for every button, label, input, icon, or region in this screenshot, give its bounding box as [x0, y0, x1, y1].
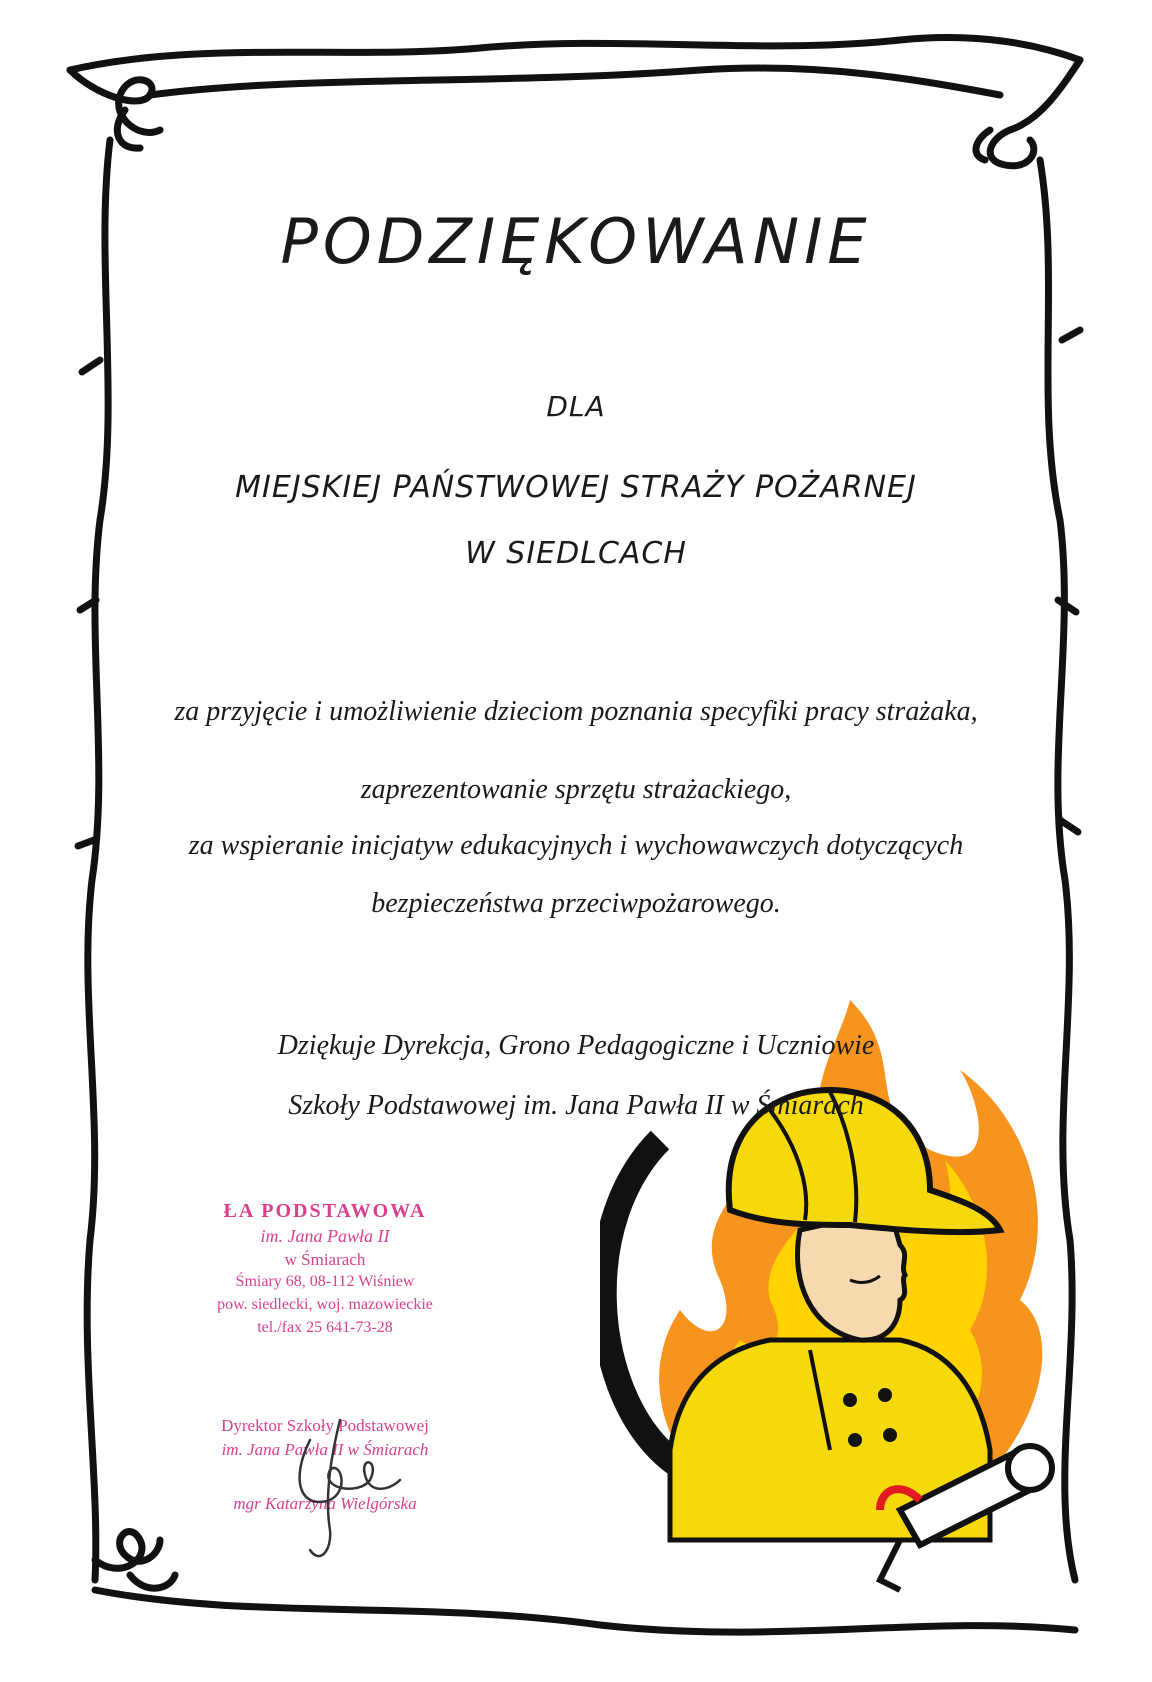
director-stamp-line-1: Dyrektor Szkoły Podstawowej — [221, 1416, 429, 1435]
recipient-line-2: W SIEDLCACH — [465, 536, 687, 571]
school-stamp-line-3: w Śmiarach — [284, 1250, 366, 1269]
firefighter-illustration-icon — [600, 980, 1060, 1600]
body-line-4: bezpieczeństwa przeciwpożarowego. — [371, 888, 781, 919]
body-line-1: za przyjęcie i umożliwienie dzieciom poznania specyfiki pracy strażaka, — [174, 696, 978, 727]
director-stamp-line-2: im. Jana Pawła II w Śmiarach — [221, 1440, 429, 1459]
school-stamp-line-1: ŁA PODSTAWOWA — [223, 1200, 427, 1222]
school-stamp-line-4: Śmiary 68, 08-112 Wiśniew — [235, 1273, 415, 1290]
signature-icon — [270, 1400, 430, 1570]
body-line-3: za wspieranie inicjatyw edukacyjnych i wychowawczych dotyczących — [188, 830, 964, 861]
school-stamp-line-2: im. Jana Pawła II — [260, 1226, 390, 1246]
director-stamp-line-3: mgr Katarzyna Wielgórska — [233, 1494, 417, 1513]
thanks-line-1: Dziękuje Dyrekcja, Grono Pedagogiczne i Uczniowie — [277, 1030, 875, 1061]
for-word: DLA — [546, 390, 606, 423]
body-line-2: zaprezentowanie sprzętu strażackiego, — [360, 774, 792, 805]
school-stamp-line-6: tel./fax 25 641-73-28 — [257, 1319, 393, 1336]
school-stamp-line-5: pow. siedlecki, woj. mazowieckie — [217, 1296, 433, 1313]
thanks-line-2: Szkoły Podstawowej im. Jana Pawła II w Śmiarach — [288, 1090, 864, 1121]
recipient-line-1: MIEJSKIEJ PAŃSTWOWEJ STRAŻY POŻARNEJ — [235, 470, 917, 505]
certificate-title: PODZIĘKOWANIE — [280, 205, 872, 278]
